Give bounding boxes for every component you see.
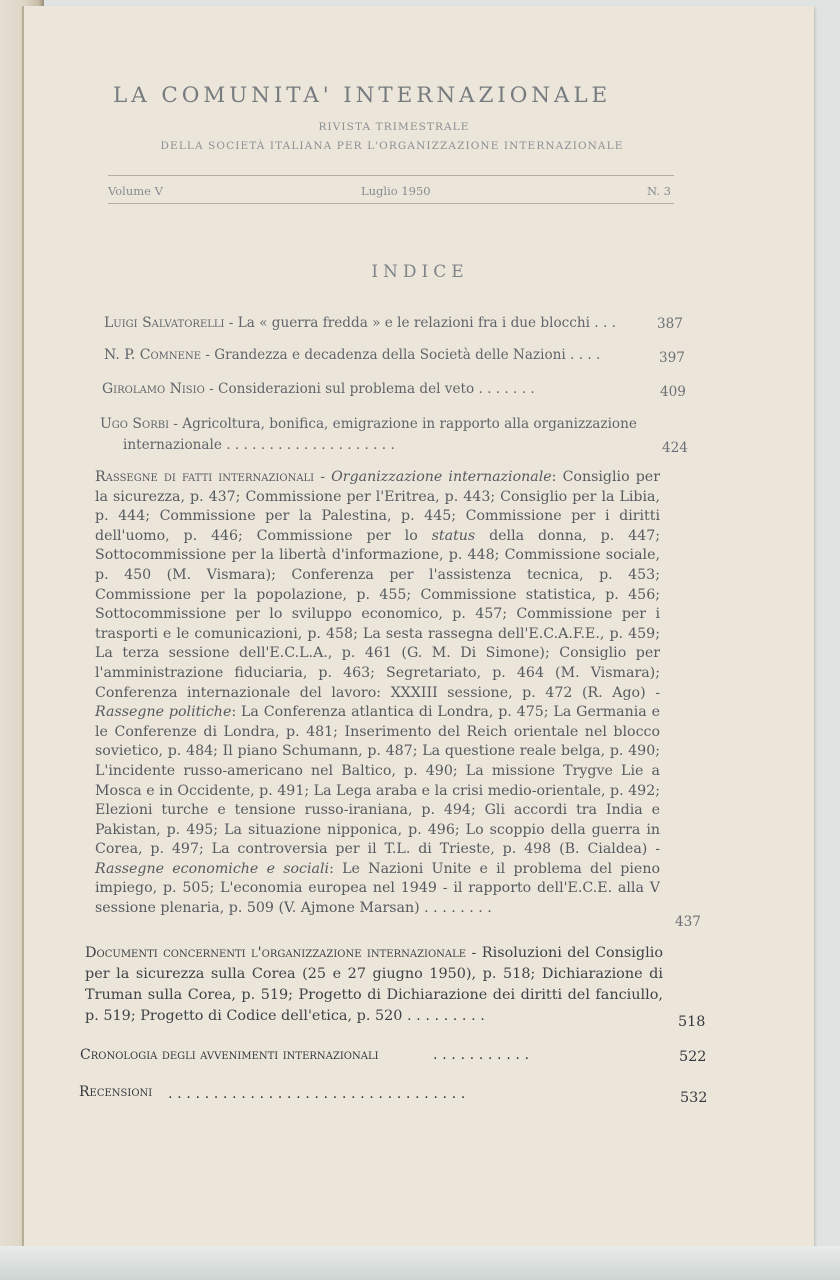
toc-entry [104, 346, 600, 366]
entry-page-number: 522 [679, 1049, 707, 1065]
entry-author: Girolamo Nisio [102, 381, 205, 397]
entry-leader-dots: . . . . . . . . . . . [433, 1047, 530, 1063]
documenti-entry: Documenti concernenti l'organizzazione internazionale - Risoluzioni del Consiglio per la sicurezza sulla Corea (25 e 27 giugno 1950), p. 518; Dichiarazione di Truman sulla Corea, p. 519; Progetto di Dichiarazione dei diritti del fanciullo, p. 519; Progetto di Codice dell'etica, p. 520 . . . . . . . . . [85, 945, 663, 1024]
entry-author: N. P. Comnene [104, 347, 201, 363]
entry-title: internazionale [123, 437, 222, 453]
entry-author: Luigi Salvatorelli [104, 315, 225, 331]
toc-entry [100, 415, 637, 435]
rassegne-text: Consiglio per la sicurezza, p. 437; Commissione per l'Eritrea, p. 443; Consiglio per la Libia, p. 444; Commissione per la Palestina, p. 445; Commissione per i diritti dell'uomo, p. 446; Commissione per lo [95, 469, 660, 544]
toc-entry [104, 314, 616, 334]
toc-entry [80, 1046, 379, 1066]
entry-page-number: 387 [657, 316, 683, 332]
entry-leader-dots: . . . . . . . [474, 381, 535, 397]
journal-title: LA COMUNITA' INTERNAZIONALE [113, 83, 612, 108]
volume-label: Volume V [108, 184, 163, 198]
index-title: INDICE [371, 262, 469, 282]
entry-title: - Grandezza e decadenza della Società delle Nazioni [201, 347, 566, 363]
entry-page-number: 532 [680, 1090, 708, 1106]
entry-leader-dots: . . . . . . . . . . . . . . . . . . . . . . . . . . . . . . . . . [168, 1086, 466, 1102]
journal-subtitle-2: DELLA SOCIETÀ ITALIANA PER L'ORGANIZZAZIONE INTERNAZIONALE [160, 140, 624, 152]
rassegne-entry: Rassegne di fatti internazionali - Organizzazione internazionale: Consiglio per la sicurezza, p. 437; Commissione per l'Eritrea, p. 443; Consiglio per la Libia, p. 444; Commissione per la Palestina, p. 445; Commissione per i diritti dell'uomo, p. 446; Commissione per lo status della donna, p. 447; Sottocommissione per la libertà d'informazione, p. 448; Commissione sociale, p. 450 (M. Vismara); Conferenza per l'assistenza tecnica, p. 453; Commissione per la popolazione, p. 455; Commissione statistica, p. 456; Sottocommissione per lo sviluppo economico, p. 457; Commissione per i trasporti e le comunicazioni, p. 458; La sesta rassegna dell'E.C.A.F.E., p. 459; La terza sessione dell'E.C.L.A., p. 461 (G. M. Di Simone); Consiglio per l'amministrazione fiduciaria, p. 463; Segretariato, p. 464 (M. Vismara); Conferenza internazionale del lavoro: XXXIII sessione, p. 472 (R. Ago) - Rassegne politiche: La Conferenza atlantica di Londra, p. 475; La Germania e le Conferenze di Londra, p. 481; Inserimento del Reich orientale nel blocco sovietico, p. 484; Il piano Schumann, p. 487; La questione reale belga, p. 490; L'incidente russo-americano nel Baltico, p. 490; La missione Trygve Lie a Mosca e in Occidente, p. 491; La Lega araba e la crisi medio-orientale, p. 492; Elezioni turche e tensione russo-iraniana, p. 494; Gli accordi tra India e Pakistan, p. 495; La situazione nipponica, p. 496; Lo scoppio della guerra in Corea, p. 497; La controversia per il T.L. di Trieste, p. 498 (B. Cialdea) - Rassegne economiche e sociali: Le Nazioni Unite e il problema del pieno impiego, p. 505; L'economia europea nel 1949 - il rapporto dell'E.C.E. alla V sessione plenaria, p. 509 (V. Ajmone Marsan) . . . . . . . . [95, 469, 661, 917]
entry-page-number: 518 [678, 1014, 706, 1030]
toc-entry [79, 1083, 152, 1103]
section-subheading: Rassegne economiche e sociali [95, 860, 330, 877]
entry-title: - Considerazioni sul problema del veto [204, 381, 475, 397]
toc-entry [102, 380, 535, 400]
section-subheading: Organizzazione internazionale [331, 469, 552, 485]
header-rule-top [108, 175, 674, 176]
entry-author: Ugo Sorbi [100, 416, 170, 432]
section-subheading: Rassegne politiche [95, 704, 232, 721]
issue-date: Luglio 1950 [361, 184, 431, 198]
entry-page-number: 424 [662, 440, 688, 456]
header-rule-bottom [108, 203, 674, 204]
documenti-text: Risoluzioni del Consiglio per la sicurezza sulla Corea (25 e 27 giugno 1950), p. 518; Dichiarazione di Truman sulla Corea, p. 519; Progetto di Dichiarazione dei diritti del fanciullo, p. 519; Progetto di Codice dell'etica, p. 520 [85, 945, 663, 1024]
journal-subtitle-1: RIVISTA TRIMESTRALE [318, 121, 470, 133]
section-heading: Documenti concernenti l'organizzazione internazionale [85, 945, 467, 961]
entry-page-number: 437 [675, 914, 701, 930]
entry-leader-dots: . . . . [565, 347, 601, 363]
toc-entry-continuation [123, 436, 395, 456]
entry-leader-dots: . . . . . . . . . [402, 1008, 485, 1024]
entry-leader-dots: . . . . . . . . . . . . . . . . . . . . [221, 437, 395, 453]
section-heading: Rassegne di fatti internazionali [95, 469, 315, 485]
rassegne-text: Le Nazioni Unite e il problema del pieno impiego, p. 505; L'economia europea nel 1949 - il rapporto dell'E.C.E. alla V sessione plenaria, p. 509 (V. Ajmone Marsan) [95, 860, 660, 917]
rassegne-text: La Conferenza atlantica di Londra, p. 475; La Germania e le Conferenze di Londra, p. 481; Inserimento del Reich orientale nel blocco sovietico, p. 484; Il piano Schumann, p. 487; La questione reale belga, p. 490; L'incidente russo-americano nel Baltico, p. 490; La missione Trygve Lie a Mosca e in Occidente, p. 491; La Lega araba e la crisi medio-orientale, p. 492; Elezioni turche e tensione russo-iraniana, p. 494; Gli accordi tra India e Pakistan, p. 495; La situazione nipponica, p. 496; Lo scoppio della guerra in Corea, p. 497; La controversia per il T.L. di Trieste, p. 498 (B. Cialdea) [95, 704, 661, 858]
section-heading: Recensioni [79, 1084, 153, 1100]
issue-number: N. 3 [647, 184, 671, 198]
entry-page-number: 409 [660, 384, 686, 400]
entry-title: - La « guerra fredda » e le relazioni fra i due blocchi [224, 315, 590, 331]
entry-page-number: 397 [659, 350, 685, 366]
status-word: status [431, 527, 476, 544]
entry-leader-dots: . . . [589, 315, 616, 331]
entry-leader-dots: . . . . . . . . [419, 900, 492, 917]
rassegne-text: della donna, p. 447; Sottocommissione per la libertà d'informazione, p. 448; Commissione sociale, p. 450 (M. Vismara); Conferenza per l'assistenza tecnica, p. 453; Commissione per la popolazione, p. 455; Commissione statistica, p. 456; Sottocommissione per lo sviluppo economico, p. 457; Commissione per i trasporti e le comunicazioni, p. 458; La sesta rassegna dell'E.C.A.F.E., p. 459; La terza sessione dell'E.C.L.A., p. 461 (G. M. Di Simone); Consiglio per l'amministrazione fiduciaria, p. 463; Segretariato, p. 464 (M. Vismara); Conferenza internazionale del lavoro: XXXIII sessione, p. 472 (R. Ago) [95, 527, 661, 701]
section-heading: Cronologia degli avvenimenti internazionali [80, 1047, 379, 1063]
background-surface [0, 1246, 840, 1280]
entry-title: - Agricoltura, bonifica, emigrazione in rapporto alla organizzazione [169, 416, 637, 432]
